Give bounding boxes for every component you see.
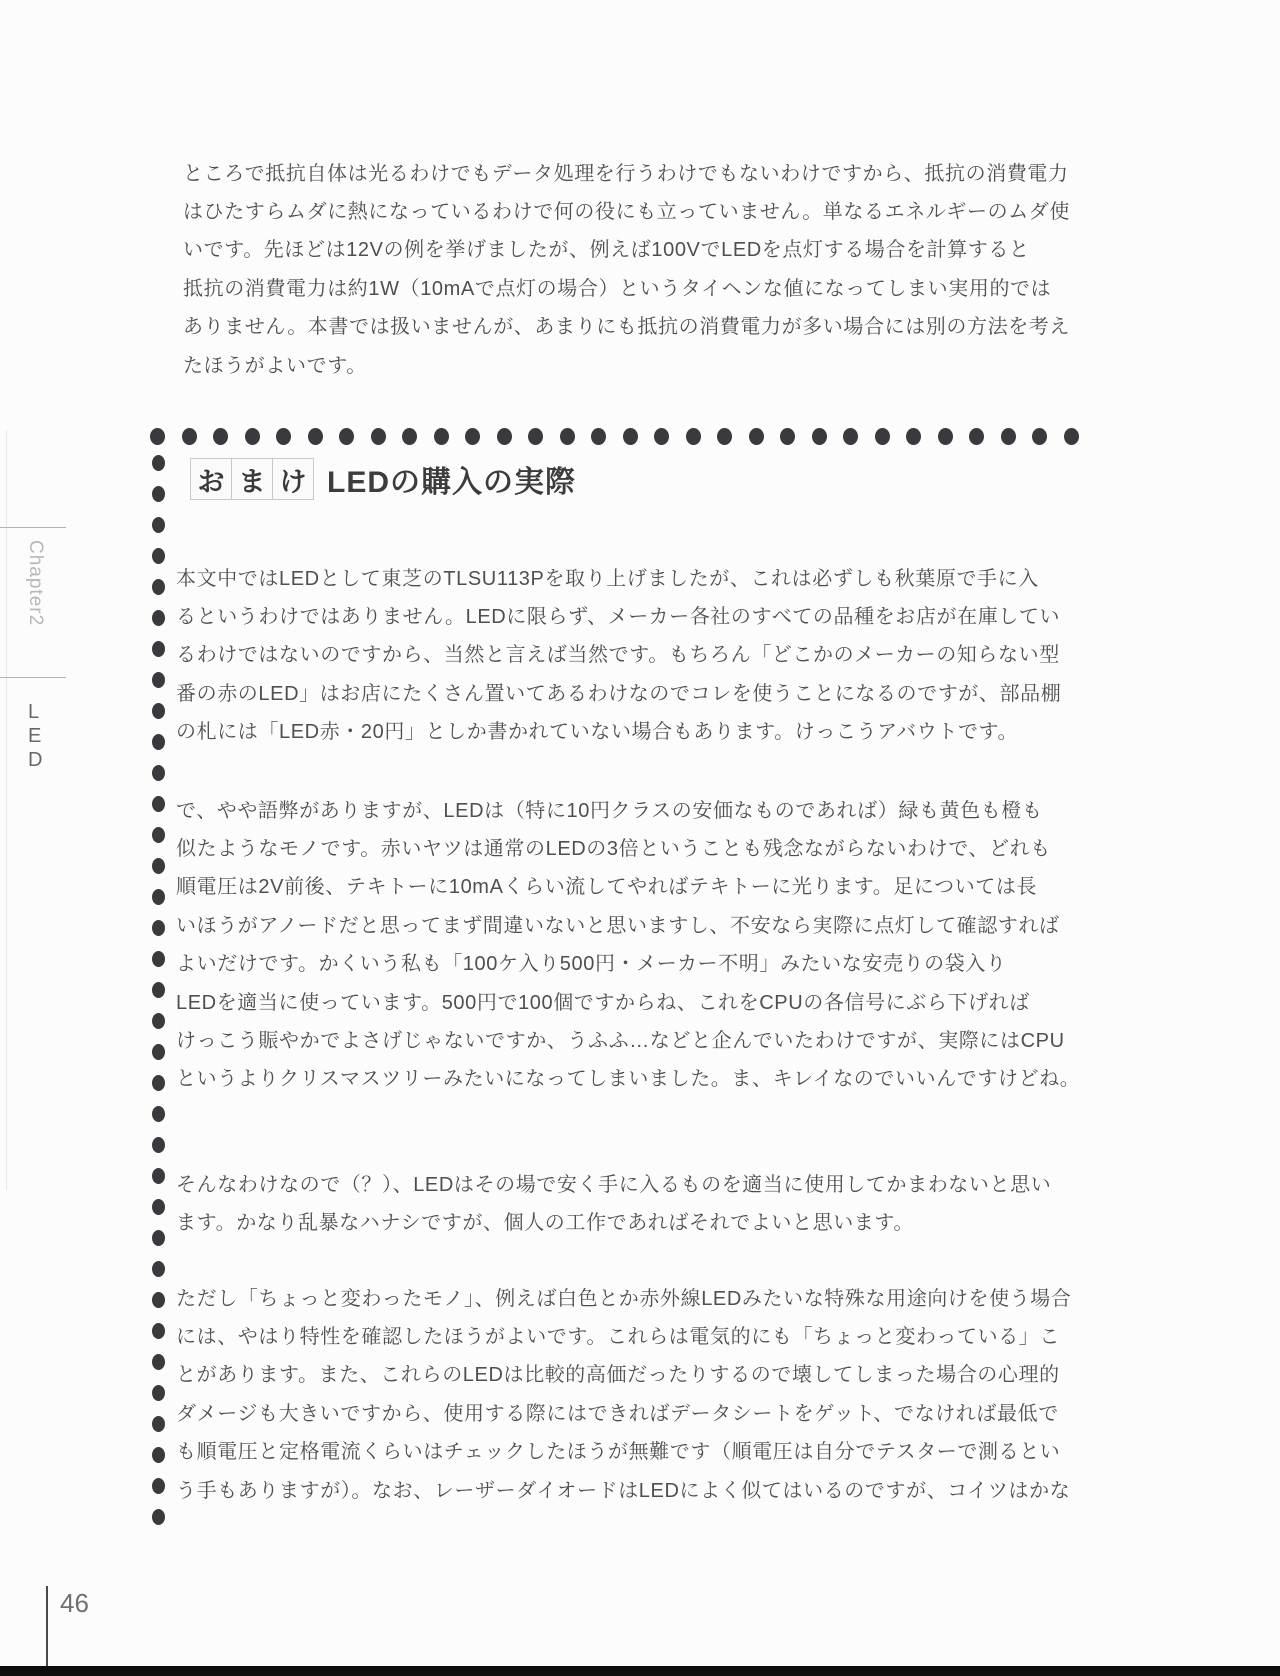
paragraph-line: で、やや語弊がありますが、LEDは（特に10円クラスの安価なものであれば）緑も黄色も橙も bbox=[176, 799, 1043, 822]
decoration-dot bbox=[152, 1478, 165, 1494]
decoration-dot bbox=[152, 1013, 165, 1029]
decoration-dot bbox=[434, 428, 449, 445]
paragraph-line: よいだけです。かくいう私も「100ケ入り500円・メーカー不明」みたいな安売りの袋入り bbox=[176, 953, 1007, 976]
page-number-rule bbox=[46, 1586, 48, 1668]
decoration-dot bbox=[152, 920, 165, 936]
intro-paragraph bbox=[183, 152, 1070, 382]
paragraph-line: の札には「LED赤・20円」としか書かれていない場合もあります。けっこうアバウトです。 bbox=[176, 721, 1019, 744]
decoration-dot bbox=[152, 672, 165, 688]
decoration-dot bbox=[152, 951, 165, 967]
decoration-dot bbox=[152, 889, 165, 905]
decoration-dot bbox=[1064, 428, 1079, 445]
decoration-dot bbox=[402, 428, 417, 445]
omake-badge-char: ま bbox=[231, 458, 273, 500]
omake-badge bbox=[190, 458, 313, 500]
decoration-dot bbox=[150, 428, 165, 445]
decoration-dot bbox=[152, 1416, 165, 1432]
decoration-dot bbox=[812, 428, 827, 445]
paragraph-line: も順電圧と定格電流くらいはチェックしたほうが無難です（順電圧は自分でテスターで測るとい bbox=[176, 1441, 1061, 1464]
decoration-dot bbox=[843, 428, 858, 445]
decoration-dot bbox=[152, 734, 165, 750]
decoration-dot bbox=[152, 1323, 165, 1339]
decoration-dot bbox=[213, 428, 228, 445]
decoration-dot bbox=[780, 428, 795, 445]
decoration-dot bbox=[906, 428, 921, 445]
bonus-paragraph bbox=[176, 1277, 1072, 1507]
paragraph-line: けっこう賑やかでよさげじゃないですか、うふふ…などと企んでいたわけですが、実際にはCPU bbox=[176, 1030, 1065, 1053]
paragraph-line: そんなわけなので（？）、LEDはその場で安く手に入るものを適当に使用してかまわないと思い bbox=[176, 1173, 1052, 1196]
paragraph-line: いほうがアノードだと思ってまず間違いないと思いますし、不安なら実際に点灯して確認すれば bbox=[176, 914, 1060, 937]
decoration-dot bbox=[152, 1385, 165, 1401]
decoration-dot bbox=[152, 455, 165, 471]
dotted-divider-left bbox=[152, 455, 165, 1525]
paragraph-line: るわけではないのですから、当然と言えば当然です。もちろん「どこかのメーカーの知らない型 bbox=[176, 644, 1060, 667]
decoration-dot bbox=[276, 428, 291, 445]
intro-line: ありません。本書では扱いませんが、あまりにも抵抗の消費電力が多い場合には別の方法を考え bbox=[183, 316, 1070, 339]
decoration-dot bbox=[152, 1292, 165, 1308]
omake-badge-char: お bbox=[190, 458, 232, 500]
decoration-dot bbox=[152, 1447, 165, 1463]
paragraph-line: には、やはり特性を確認したほうがよいです。これらは電気的にも「ちょっと変わっている」こ bbox=[176, 1326, 1060, 1349]
decoration-dot bbox=[152, 1354, 165, 1370]
decoration-dot bbox=[371, 428, 386, 445]
paragraph-line: とがあります。また、これらのLEDは比較的高価だったりするので壊してしまった場合の心理的 bbox=[176, 1364, 1060, 1387]
decoration-dot bbox=[152, 1044, 165, 1060]
sidebar-tick-top bbox=[0, 527, 66, 528]
decoration-dot bbox=[875, 428, 890, 445]
decoration-dot bbox=[152, 1168, 165, 1184]
decoration-dot bbox=[623, 428, 638, 445]
decoration-dot bbox=[152, 1230, 165, 1246]
decoration-dot bbox=[152, 1509, 165, 1525]
paragraph-line: 番の赤のLED」はお店にたくさん置いてあるわけなのでコレを使うことになるのですが、部品棚 bbox=[176, 682, 1062, 705]
decoration-dot bbox=[152, 982, 165, 998]
decoration-dot bbox=[152, 1261, 165, 1277]
paragraph-line: 順電圧は2V前後、テキトーに10mAくらい流してやればテキトーに光ります。足については長 bbox=[176, 876, 1038, 899]
decoration-dot bbox=[152, 796, 165, 812]
decoration-dot bbox=[339, 428, 354, 445]
decoration-dot bbox=[717, 428, 732, 445]
decoration-dot bbox=[152, 1075, 165, 1091]
intro-line: はひたすらムダに熱になっているわけで何の役にも立っていません。単なるエネルギーのムダ使 bbox=[183, 201, 1070, 224]
intro-line: 抵抗の消費電力は約1W（10mAで点灯の場合）というタイヘンな値になってしまい実用的では bbox=[183, 277, 1052, 300]
paragraph-line: ダメージも大きいですから、使用する際にはできればデータシートをゲット、でなければ最低で bbox=[176, 1402, 1059, 1425]
chapter-label: Chapter2 bbox=[25, 540, 46, 627]
bonus-paragraph bbox=[176, 1163, 1051, 1240]
bonus-paragraph bbox=[176, 789, 1080, 1096]
paragraph-line: 本文中ではLEDとして東芝のTLSU113Pを取り上げましたが、これは必ずしも秋葉原で手に入 bbox=[176, 567, 1039, 590]
omake-badge-char: け bbox=[272, 458, 314, 500]
paragraph-line: 似たようなモノです。赤いヤツは通常のLEDの3倍ということも残念ながらないわけで、どれも bbox=[176, 838, 1051, 861]
intro-line: ところで抵抗自体は光るわけでもデータ処理を行うわけでもないわけですから、抵抗の消費電力 bbox=[183, 162, 1069, 185]
decoration-dot bbox=[152, 765, 165, 781]
decoration-dot bbox=[938, 428, 953, 445]
decoration-dot bbox=[969, 428, 984, 445]
decoration-dot bbox=[152, 579, 165, 595]
bottom-scan-bar bbox=[0, 1666, 1280, 1676]
decoration-dot bbox=[749, 428, 764, 445]
decoration-dot bbox=[591, 428, 606, 445]
decoration-dot bbox=[152, 610, 165, 626]
page-scan-edge bbox=[6, 430, 7, 1190]
decoration-dot bbox=[465, 428, 480, 445]
section-label bbox=[28, 700, 42, 772]
decoration-dot bbox=[497, 428, 512, 445]
sidebar-tick-bottom bbox=[0, 677, 66, 678]
paragraph-line: LEDを適当に使っています。500円で100個ですからね、これをCPUの各信号にぶら下げれば bbox=[176, 991, 1030, 1014]
section-title: LEDの購入の実際 bbox=[327, 466, 576, 499]
bonus-section-header bbox=[190, 457, 576, 501]
decoration-dot bbox=[152, 548, 165, 564]
decoration-dot bbox=[1001, 428, 1016, 445]
decoration-dot bbox=[686, 428, 701, 445]
bonus-paragraph bbox=[176, 557, 1061, 749]
page-number: 46 bbox=[60, 1588, 89, 1618]
paragraph-line: う手もありますが）。なお、レーザーダイオードはLEDによく似てはいるのですが、コイツはかな bbox=[176, 1479, 1071, 1502]
paragraph-line: るというわけではありません。LEDに限らず、メーカー各社のすべての品種をお店が在庫してい bbox=[176, 606, 1061, 629]
decoration-dot bbox=[152, 827, 165, 843]
decoration-dot bbox=[152, 1137, 165, 1153]
decoration-dot bbox=[528, 428, 543, 445]
decoration-dot bbox=[152, 858, 165, 874]
paragraph-line: ます。かなり乱暴なハナシですが、個人の工作であればそれでよいと思います。 bbox=[176, 1212, 914, 1235]
decoration-dot bbox=[152, 703, 165, 719]
intro-line: たほうがよいです。 bbox=[183, 354, 367, 377]
paragraph-line: ただし「ちょっと変わったモノ」、例えば白色とか赤外線LEDみたいな特殊な用途向けを使う場合 bbox=[176, 1287, 1072, 1310]
paragraph-line: というよりクリスマスツリーみたいになってしまいました。ま、キレイなのでいいんですけどね。 bbox=[176, 1068, 1081, 1091]
decoration-dot bbox=[1032, 428, 1047, 445]
dotted-divider-top bbox=[150, 428, 1079, 445]
decoration-dot bbox=[245, 428, 260, 445]
intro-line: いです。先ほどは12Vの例を挙げましたが、例えば100VでLEDを点灯する場合を計算すると bbox=[183, 239, 1030, 262]
decoration-dot bbox=[182, 428, 197, 445]
section-label-char: D bbox=[28, 749, 43, 771]
section-label-char: E bbox=[28, 725, 42, 747]
decoration-dot bbox=[152, 1106, 165, 1122]
decoration-dot bbox=[308, 428, 323, 445]
decoration-dot bbox=[152, 486, 165, 502]
decoration-dot bbox=[152, 517, 165, 533]
decoration-dot bbox=[152, 1199, 165, 1215]
decoration-dot bbox=[654, 428, 669, 445]
decoration-dot bbox=[560, 428, 575, 445]
decoration-dot bbox=[152, 641, 165, 657]
section-label-char: L bbox=[28, 701, 40, 723]
